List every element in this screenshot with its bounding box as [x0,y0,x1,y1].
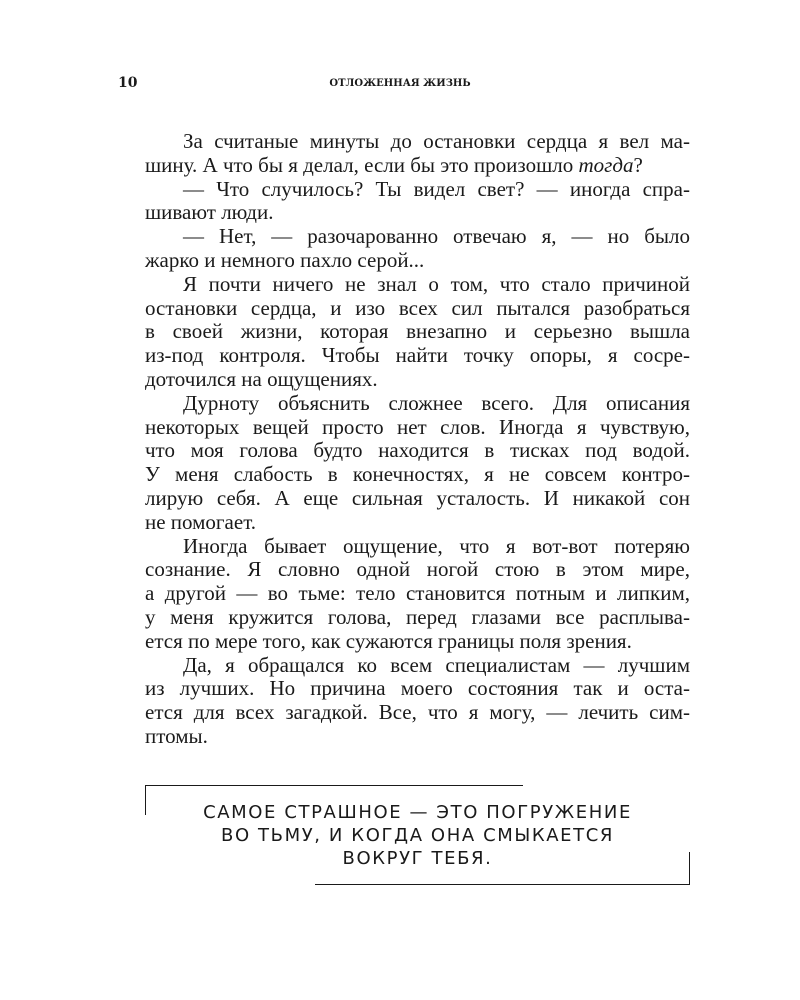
running-title: ОТЛОЖЕННАЯ ЖИЗНЬ [329,78,471,89]
text-line: что моя голова будто находится в тисках под водой. [145,438,690,463]
text-line: некоторых вещей просто нет слов. Иногда я чувствую, [145,414,690,439]
text-fragment: шину. А что бы я делал, если бы это произошло [145,152,579,177]
text-line: сознание. Я словно одной ногой стою в этом мире, [145,557,690,582]
pull-quote-line: САМОЕ СТРАШНОЕ — ЭТО ПОГРУЖЕНИЕ [203,802,632,823]
pull-quote [145,785,690,885]
text-line: — Нет, — разочарованно отвечаю я, — но было [183,224,690,249]
text-line [145,154,690,178]
pull-quote-text [145,801,690,870]
page-number: 10 [118,75,138,91]
paragraph [145,273,690,392]
text-line: а другой — во тьме: тело становится потным и липким, [145,581,690,606]
text-line: из-под контроля. Чтобы найти точку опоры, я сосре- [145,343,690,368]
paragraph [145,130,690,178]
text-line: у меня кружится голова, перед глазами все расплыва- [145,604,690,629]
text-line: в своей жизни, которая внезапно и серьезно вышла [145,319,690,344]
paragraph [145,178,690,226]
emphasized-word: тогда [578,152,634,177]
text-line: Я почти ничего не знал о том, что стало причиной [183,271,690,296]
pull-quote-rule-right [689,852,690,885]
text-line: из лучших. Но причина моего состояния так и оста- [145,676,690,701]
text-line: птомы. [145,723,208,748]
text-line: Дурноту объяснить сложнее всего. Для описания [183,390,690,415]
paragraph [145,225,690,273]
text-line: Да, я обращался ко всем специалистам — лучшим [183,652,690,677]
text-line: жарко и немного пахло серой... [145,247,425,272]
text-line: лирую себя. А еще сильная усталость. И никакой сон [145,485,690,510]
pull-quote-line: ВОКРУГ ТЕБЯ. [342,848,493,869]
paragraph [145,654,690,749]
text-line: За считаные минуты до остановки сердца я вел ма- [183,129,690,153]
pull-quote-line: ВО ТЬМУ, И КОГДА ОНА СМЫКАЕТСЯ [221,825,614,846]
text-line: ется для всех загадкой. Все, что я могу, — лечить сим- [145,700,690,725]
text-line: не помогает. [145,509,257,534]
text-line: доточился на ощущениях. [145,366,378,391]
paragraph [145,392,690,535]
text-fragment: ? [633,152,643,177]
text-line: ется по мере того, как сужаются границы поля зрения. [145,628,632,653]
paragraph [145,535,690,654]
pull-quote-rule-bottom [315,884,690,885]
pull-quote-rule-top [145,785,523,786]
text-line: остановки сердца, и изо всех сил пытался разобраться [145,295,690,320]
text-line: У меня слабость в конечностях, я не совсем контро- [145,462,690,487]
text-line: — Что случилось? Ты видел свет? — иногда спра- [183,176,690,201]
text-line: Иногда бывает ощущение, что я вот-вот потеряю [183,533,690,558]
text-line: шивают люди. [145,200,274,225]
body-text [145,130,690,749]
